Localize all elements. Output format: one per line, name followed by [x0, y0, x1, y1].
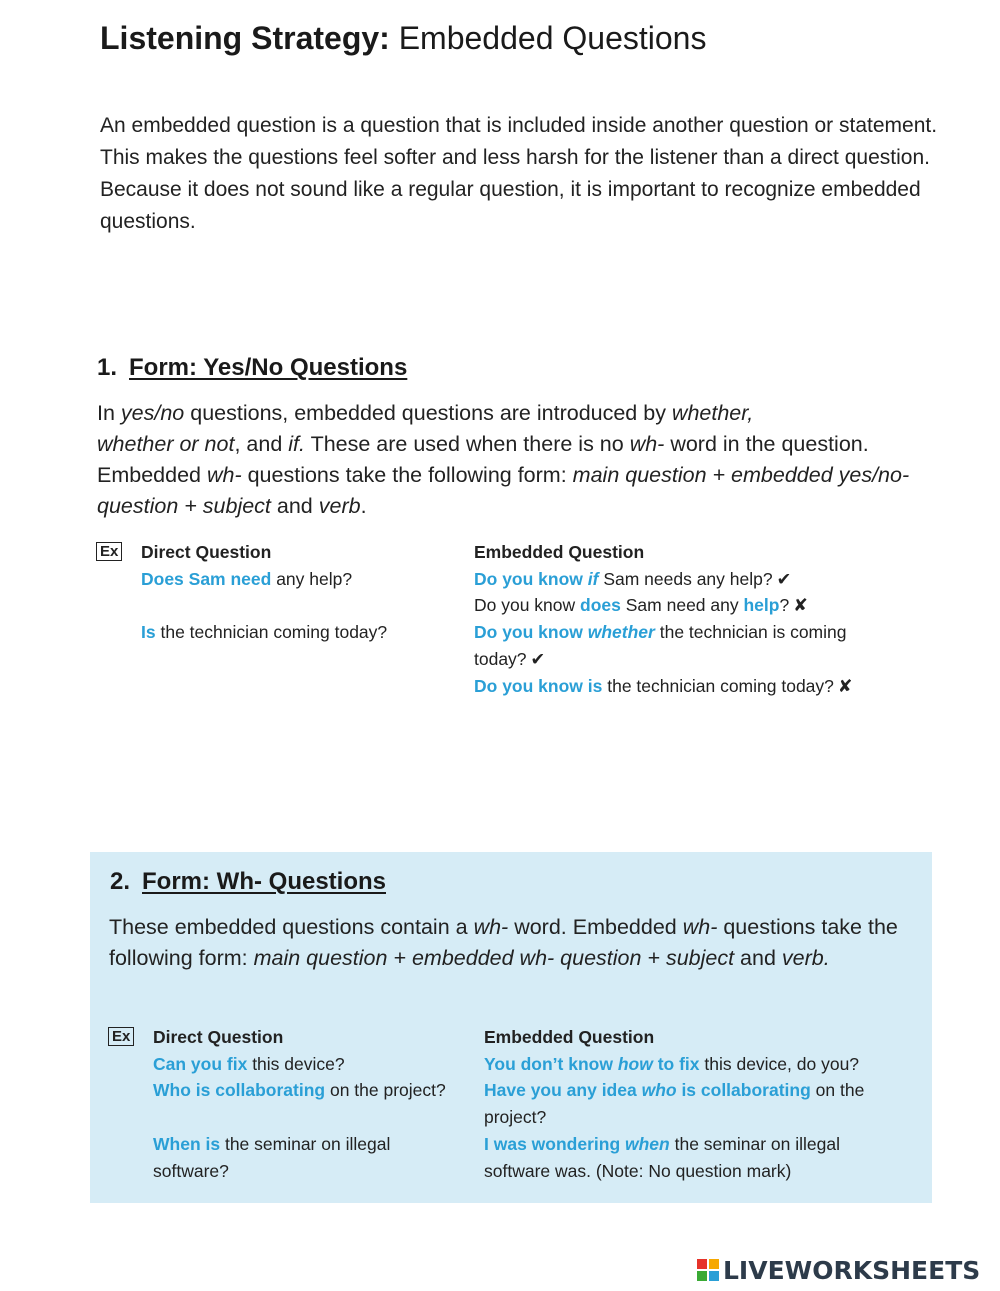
- section1-heading: [97, 354, 407, 382]
- section2-heading: [110, 868, 386, 896]
- cross-icon: ✘: [837, 675, 853, 696]
- page-title: [100, 20, 706, 57]
- cross-icon: ✘: [793, 595, 808, 616]
- direct-question-row-cont: software?: [153, 1160, 229, 1181]
- embedded-question-header: Embedded Question: [474, 542, 645, 562]
- embedded-question-row-cont: project?: [484, 1107, 547, 1128]
- direct-question-row: Is the technician coming today?: [141, 622, 388, 643]
- section2-heading-text: Form: Wh- Questions: [142, 868, 386, 895]
- embedded-question-row: I was wondering when the seminar on illegal: [484, 1133, 840, 1154]
- direct-question-header: Direct Question: [141, 542, 272, 562]
- section1-embedded-column: [474, 539, 853, 699]
- section1-heading-text: Form: Yes/No Questions: [129, 354, 408, 381]
- direct-question-row: Does Sam need any help?: [141, 568, 353, 589]
- example-label: Ex: [108, 1027, 134, 1046]
- section1-example-table: [96, 539, 936, 709]
- check-icon: ✔: [530, 648, 546, 669]
- title-strategy: Listening Strategy:: [100, 20, 390, 56]
- logo-grid-icon: [697, 1259, 719, 1281]
- check-icon: ✔: [776, 568, 792, 589]
- intro-paragraph: An embedded question is a question that is included inside another question or statement. This makes the questions feel softer and less harsh for the listener than a direct question. Because it does not sound like a regular question, it is important to recognize embedded questions.: [100, 114, 938, 233]
- section2-example-table: [108, 1024, 928, 1194]
- embedded-question-row: Do you know whether the technician is coming: [474, 622, 847, 643]
- embedded-question-header: Embedded Question: [484, 1027, 655, 1047]
- title-topic: Embedded Questions: [398, 20, 707, 56]
- embedded-question-row: Do you know is the technician coming today? ✘: [474, 675, 853, 696]
- embedded-question-row: You don’t know how to fix this device, do you?: [484, 1053, 860, 1074]
- section2-embedded-column: [484, 1024, 864, 1184]
- section2-number: 2.: [110, 868, 131, 895]
- section1-number: 1.: [97, 354, 118, 381]
- direct-question-row: Can you fix this device?: [153, 1053, 345, 1074]
- direct-question-row: When is the seminar on illegal: [153, 1133, 391, 1154]
- example-label: Ex: [96, 542, 122, 561]
- embedded-question-row: Do you know if Sam needs any help? ✔: [474, 568, 792, 589]
- embedded-question-row-cont: today? ✔: [474, 648, 546, 669]
- embedded-question-row: Do you know does Sam need any help? ✘: [474, 595, 808, 616]
- section2-paragraph: These embedded questions contain a wh- word. Embedded wh- questions take the following form: main question + embedded wh- question + subject and verb.: [109, 915, 898, 970]
- logo-text: LIVEWORKSHEETS: [723, 1255, 981, 1285]
- embedded-question-row: Have you any idea who is collaborating on the: [484, 1080, 865, 1101]
- liveworksheets-logo[interactable]: [697, 1253, 997, 1287]
- section1-paragraph: In yes/no questions, embedded questions are introduced by whether, whether or not, and if. These are used when there is no wh- word in the question. Embedded wh- questions take the following form: main question + embedded yes/no- question + subject and verb.: [97, 401, 910, 518]
- direct-question-header: Direct Question: [153, 1027, 284, 1047]
- embedded-question-row-cont: software was. (Note: No question mark): [484, 1160, 792, 1181]
- section1-direct-column: [141, 539, 387, 646]
- section2-direct-column: [153, 1024, 446, 1184]
- direct-question-row: Who is collaborating on the project?: [153, 1080, 446, 1101]
